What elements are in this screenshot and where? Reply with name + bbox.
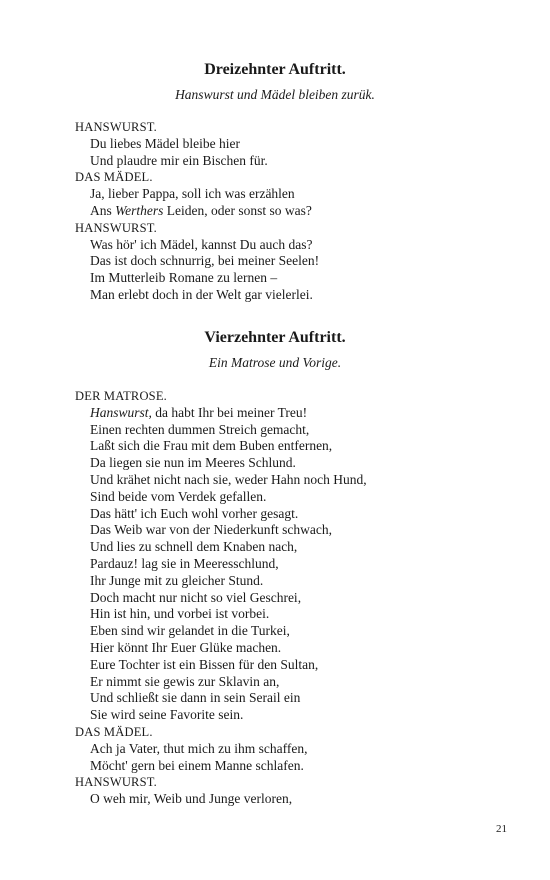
scene-13-title: Dreizehnter Auftritt.: [204, 61, 346, 78]
verse-line: Da liegen sie nun im Meeres Schlund.: [90, 455, 296, 471]
scene-13-subtitle: Hanswurst und Mädel bleiben zurük.: [175, 87, 375, 102]
verse-line: Man erlebt doch in der Welt gar vielerlei.: [90, 286, 313, 302]
speaker-name: DER MATROSE.: [75, 389, 167, 403]
verse-line: Er nimmt sie gewis zur Sklavin an,: [90, 673, 280, 689]
verse-line: Das ist doch schnurrig, bei meiner Seelen!: [90, 253, 320, 269]
verse-line: Sie wird seine Favorite sein.: [90, 707, 244, 723]
verse-line: Ja, lieber Pappa, soll ich was erzählen: [90, 186, 295, 202]
speaker-name: HANSWURST.: [75, 120, 157, 134]
verse-line: Doch macht nur nicht so viel Geschrei,: [90, 589, 302, 605]
verse-line: Hier könnt Ihr Euer Glüke machen.: [90, 639, 282, 655]
verse-line: Laßt sich die Frau mit dem Buben entfernen,: [90, 438, 333, 454]
scene-14-subtitle: Ein Matrose und Vorige.: [208, 355, 342, 370]
verse-line: Pardauz! lag sie in Meeresschlund,: [90, 555, 279, 571]
speaker-name: DAS MÄDEL.: [75, 724, 153, 739]
verse-text: Ans: [90, 202, 116, 218]
verse-line: Einen rechten dummen Streich gemacht,: [90, 421, 310, 437]
verse-line: [75, 203, 535, 220]
verse-line: Im Mutterleib Romane zu lernen –: [90, 270, 278, 286]
speaker-name: DAS MÄDEL.: [75, 170, 153, 185]
speaker-name: HANSWURST.: [75, 775, 157, 790]
scene-14-title: Vierzehnter Auftritt.: [204, 329, 346, 346]
scene-14-dialogue: [75, 388, 535, 808]
verse-line: Was hör' ich Mädel, kannst Du auch das?: [90, 236, 313, 252]
emphasized-name: Werthers: [115, 202, 164, 218]
verse-line: Und krähet nicht nach sie, weder Hahn noch Hund,: [90, 471, 367, 487]
page-number: 21: [496, 823, 507, 835]
emphasized-name: Hanswurst,: [90, 404, 152, 420]
verse-line: Und schließt sie dann in sein Serail ein: [90, 690, 301, 706]
verse-line: Und lies zu schnell dem Knaben nach,: [90, 539, 298, 555]
verse-line: Ihr Junge mit zu gleicher Stund.: [90, 572, 264, 588]
verse-line: Eure Tochter ist ein Bissen für den Sultan,: [90, 656, 319, 672]
verse-line: Du liebes Mädel bleibe hier: [90, 135, 240, 151]
verse-text: da habt Ihr bei meiner Treu!: [151, 404, 308, 420]
verse-line: Hin ist hin, und vorbei ist vorbei.: [90, 606, 270, 622]
verse-line: Ach ja Vater, thut mich zu ihm schaffen,: [90, 740, 308, 756]
verse-text: Leiden, oder sonst so was?: [163, 202, 312, 218]
verse-line: Sind beide vom Verdek gefallen.: [90, 488, 267, 504]
verse-line: [75, 405, 535, 422]
verse-line: O weh mir, Weib und Junge verloren,: [90, 791, 293, 807]
verse-line: Das Weib war von der Niederkunft schwach,: [90, 522, 332, 538]
verse-line: Und plaudre mir ein Bischen für.: [90, 152, 268, 168]
verse-line: Eben sind wir gelandet in die Turkei,: [90, 623, 290, 639]
speaker-name: HANSWURST.: [75, 220, 157, 235]
scene-13-dialogue: [75, 119, 535, 304]
verse-line: Möcht' gern bei einem Manne schlafen.: [90, 757, 304, 773]
verse-line: Das hätt' ich Euch wohl vorher gesagt.: [90, 505, 299, 521]
